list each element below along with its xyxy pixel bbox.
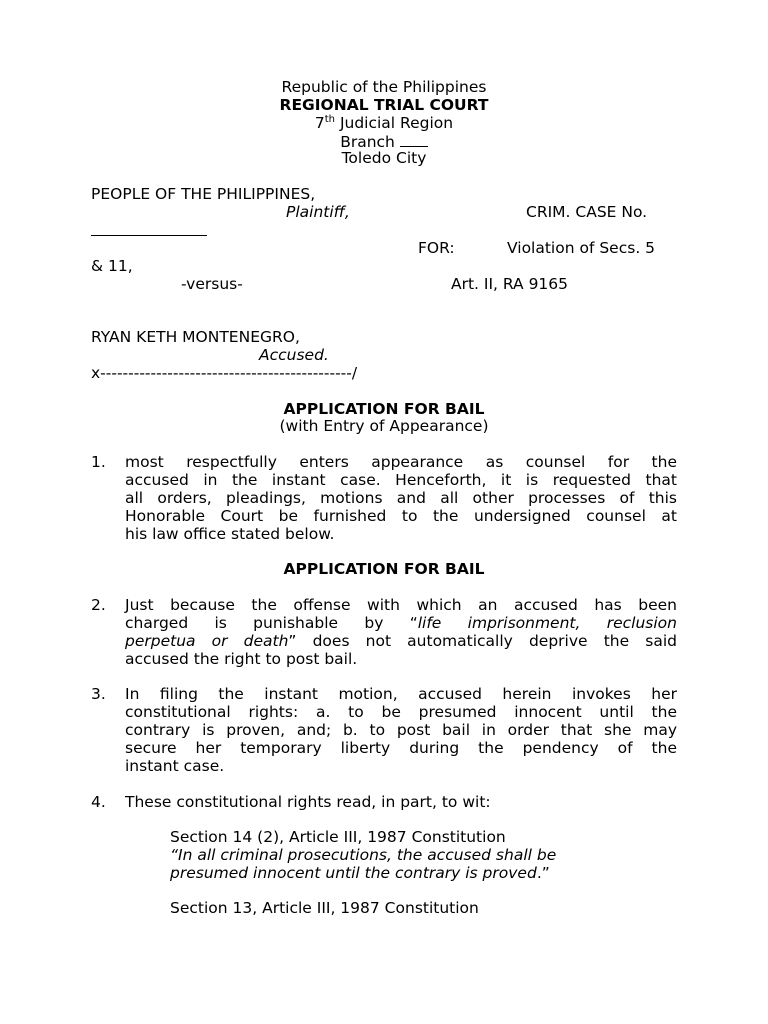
case-number-blank	[91, 222, 207, 241]
law-cited: Art. II, RA 9165	[451, 275, 569, 293]
paragraph-2-line	[125, 615, 677, 633]
quote-2-source: Section 13, Article III, 1987 Constitution	[170, 899, 479, 917]
quote-1-italic: presumed innocent until the contrary is proved	[170, 864, 537, 882]
paragraph-3-line: instant case.	[125, 756, 225, 775]
paragraph-3	[125, 686, 677, 776]
header-city: Toledo City	[341, 149, 427, 167]
case-number-underline	[91, 222, 207, 236]
header-court: REGIONAL TRIAL COURT	[279, 96, 489, 114]
region-text: Judicial Region	[335, 114, 454, 132]
document-title: APPLICATION FOR BAIL	[283, 400, 485, 418]
quote-1-line: “In all criminal prosecutions, the accused shall be	[170, 846, 557, 864]
quote-1-end: .”	[536, 864, 550, 882]
region-ordinal: th	[324, 114, 336, 125]
paragraph-2	[125, 597, 677, 669]
plaintiff-name: PEOPLE OF THE PHILIPPINES,	[91, 185, 316, 203]
paragraph-1-line: all orders, pleadings, motions and all other processes of this	[125, 488, 677, 507]
branch-label: Branch	[340, 133, 400, 151]
paragraph-2-line: Just because the offense with which an accused has been	[125, 596, 677, 614]
case-number-label: CRIM. CASE No.	[526, 203, 648, 221]
paragraph-3-line: In filing the instant motion, accused herein invokes her	[125, 685, 677, 703]
section-heading: APPLICATION FOR BAIL	[283, 560, 485, 578]
paragraph-3-line: secure her temporary liberty during the pendency of the	[125, 738, 677, 757]
p2-text: charged is punishable by “	[125, 613, 418, 632]
paragraph-1-line: Honorable Court be furnished to the undersigned counsel at	[125, 506, 677, 525]
paragraph-3-number: 3.	[91, 685, 106, 703]
plaintiff-label: Plaintiff,	[286, 203, 350, 221]
accused-name: RYAN KETH MONTENEGRO,	[91, 328, 300, 346]
for-label: FOR:	[418, 239, 455, 257]
header-republic: Republic of the Philippines	[281, 78, 487, 96]
paragraph-1-number: 1.	[91, 453, 106, 471]
paragraph-1-line: accused in the instant case. Henceforth, it is requested that	[125, 470, 677, 489]
quote-1-line	[170, 865, 550, 883]
document-subtitle: (with Entry of Appearance)	[279, 417, 489, 435]
offense-text: Violation of Secs. 5	[507, 239, 656, 257]
paragraph-3-line: contrary is proven, and; b. to post bail in order that she may	[125, 720, 677, 739]
paragraph-1-line: his law office stated below.	[125, 524, 335, 543]
offense-text-cont: & 11,	[91, 257, 133, 275]
paragraph-4: These constitutional rights read, in part, to wit:	[125, 793, 491, 811]
paragraph-2-line	[125, 633, 677, 651]
p2-text: ” does not automatically deprive the said	[288, 631, 677, 650]
paragraph-4-number: 4.	[91, 793, 106, 811]
quote-1-source: Section 14 (2), Article III, 1987 Constitution	[170, 828, 506, 846]
paragraph-2-line: accused the right to post bail.	[125, 649, 358, 668]
accused-label: Accused.	[259, 346, 329, 364]
caption-separator: x---------------------------------------------/	[91, 364, 358, 382]
header-region	[0, 115, 768, 133]
p2-italic-text: life imprisonment, reclusion	[417, 613, 677, 632]
paragraph-3-line: constitutional rights: a. to be presumed innocent until the	[125, 702, 677, 721]
paragraph-1	[125, 454, 677, 544]
region-number: 7	[314, 114, 325, 132]
p2-italic-text: perpetua or death	[125, 631, 289, 650]
versus: -versus-	[181, 275, 243, 293]
branch-blank	[400, 133, 428, 147]
paragraph-2-number: 2.	[91, 596, 106, 614]
paragraph-1-line: most respectfully enters appearance as counsel for the	[125, 453, 677, 471]
